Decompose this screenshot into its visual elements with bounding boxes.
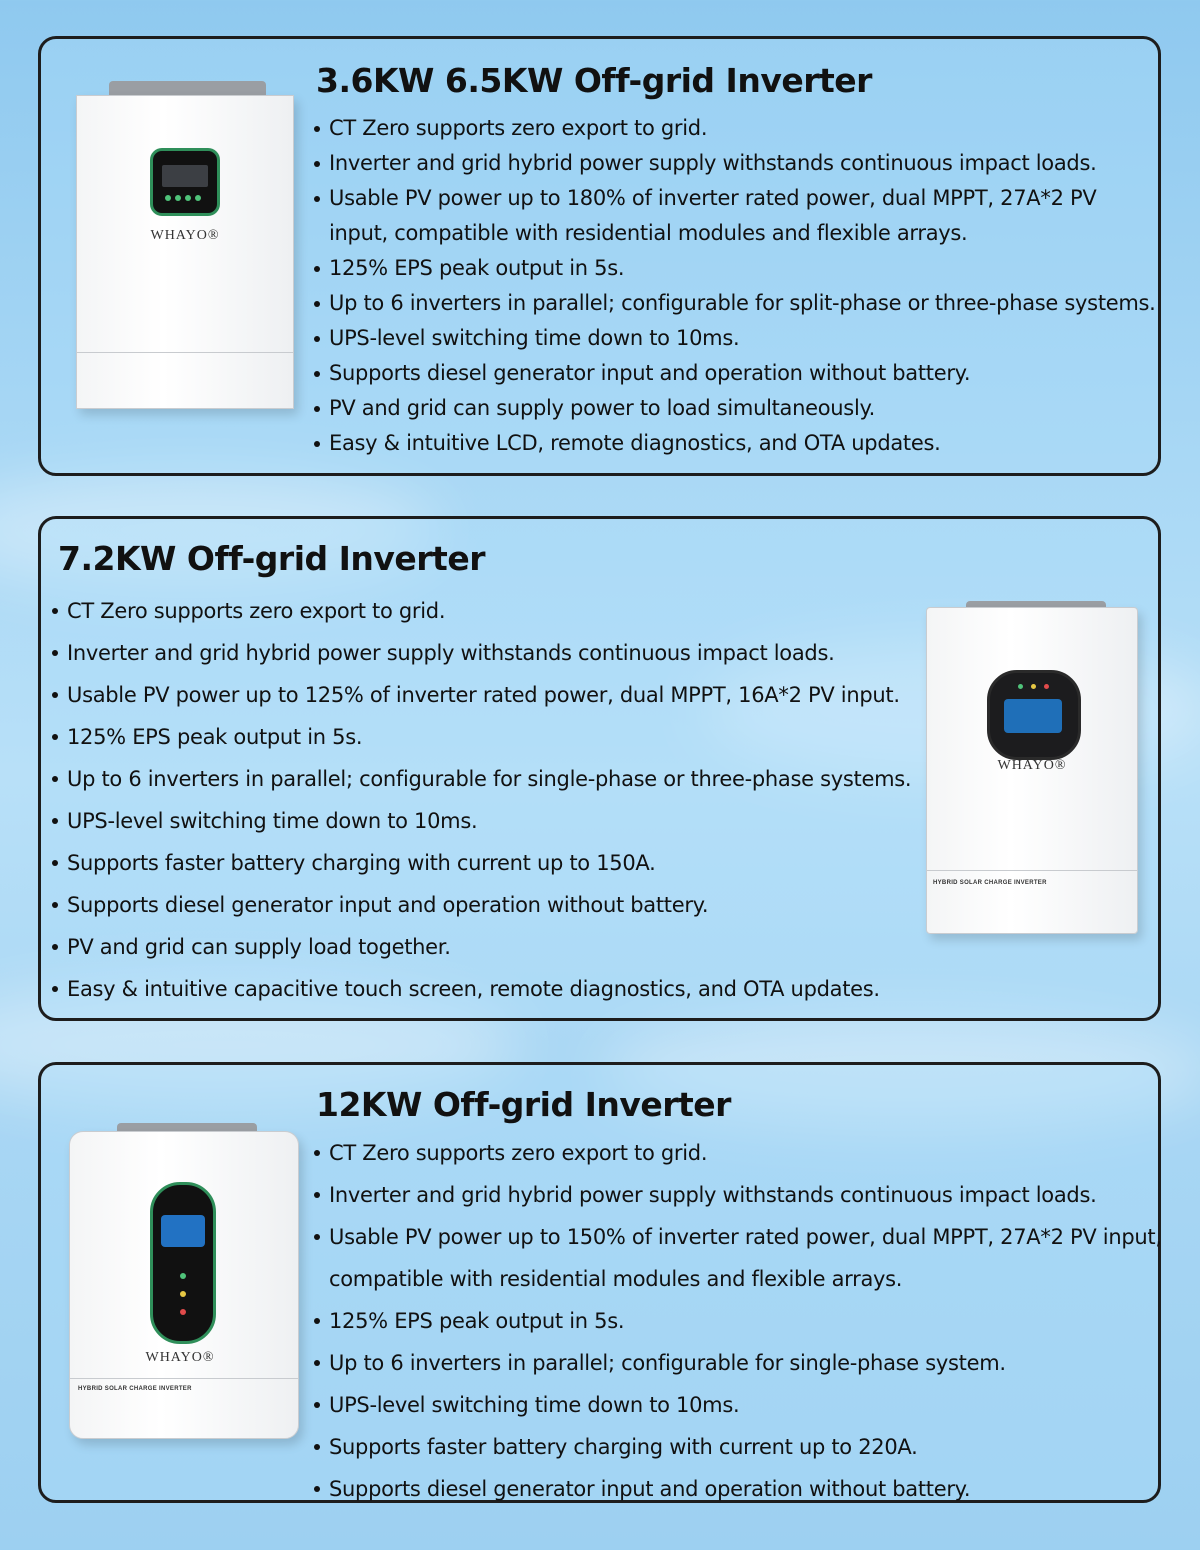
- feature-item: Supports diesel generator input and operation without battery.: [313, 356, 1156, 391]
- feature-item: CT Zero supports zero export to grid.: [313, 111, 1156, 146]
- feature-list: [313, 111, 1156, 461]
- feature-item: Supports faster battery charging with current up to 220A.: [313, 1426, 1162, 1468]
- panel-title: 12KW Off-grid Inverter: [316, 1085, 731, 1124]
- feature-item: Usable PV power up to 125% of inverter rated power, dual MPPT, 16A*2 PV input.: [51, 674, 911, 716]
- feature-item: UPS-level switching time down to 10ms.: [313, 321, 1156, 356]
- inverter-12kw-image: [67, 1123, 307, 1503]
- feature-item: CT Zero supports zero export to grid.: [51, 590, 911, 632]
- device-label: HYBRID SOLAR CHARGE INVERTER: [78, 1386, 192, 1392]
- product-panel-3-6kw: [38, 36, 1161, 476]
- feature-item-continuation: compatible with residential modules and flexible arrays.: [329, 1267, 903, 1291]
- panel-title: 3.6KW 6.5KW Off-grid Inverter: [316, 61, 872, 100]
- feature-item: PV and grid can supply power to load simultaneously.: [313, 391, 1156, 426]
- panel-title: 7.2KW Off-grid Inverter: [58, 539, 485, 578]
- feature-item: UPS-level switching time down to 10ms.: [313, 1384, 1162, 1426]
- feature-item: Up to 6 inverters in parallel; configurable for single-phase system.: [313, 1342, 1162, 1384]
- feature-item: 125% EPS peak output in 5s.: [313, 1300, 1162, 1342]
- product-panel-12kw: [38, 1062, 1161, 1503]
- feature-item: Easy & intuitive capacitive touch screen, remote diagnostics, and OTA updates.: [51, 968, 911, 1010]
- feature-item: 125% EPS peak output in 5s.: [51, 716, 911, 758]
- product-panel-7-2kw: [38, 516, 1161, 1021]
- brand-logo: WHAYO®: [145, 1350, 215, 1365]
- brand-logo: WHAYO®: [150, 228, 220, 243]
- inverter-7-2kw-image: [926, 601, 1141, 936]
- feature-item: Inverter and grid hybrid power supply withstands continuous impact loads.: [51, 632, 911, 674]
- brand-logo: WHAYO®: [997, 758, 1067, 773]
- feature-list: [51, 590, 911, 1010]
- feature-item: Usable PV power up to 150% of inverter rated power, dual MPPT, 27A*2 PV input,: [313, 1216, 1162, 1258]
- device-label: HYBRID SOLAR CHARGE INVERTER: [933, 880, 1047, 886]
- inverter-3-6kw-image: [76, 81, 301, 411]
- feature-item: CT Zero supports zero export to grid.: [313, 1132, 1162, 1174]
- feature-item: Usable PV power up to 180% of inverter rated power, dual MPPT, 27A*2 PV: [313, 181, 1156, 216]
- feature-list: [313, 1132, 1162, 1510]
- feature-item: Supports diesel generator input and operation without battery.: [51, 884, 911, 926]
- feature-item: Inverter and grid hybrid power supply withstands continuous impact loads.: [313, 1174, 1162, 1216]
- feature-item: UPS-level switching time down to 10ms.: [51, 800, 911, 842]
- feature-item: PV and grid can supply load together.: [51, 926, 911, 968]
- feature-item: Supports diesel generator input and operation without battery.: [313, 1468, 1162, 1510]
- feature-item: Easy & intuitive LCD, remote diagnostics, and OTA updates.: [313, 426, 1156, 461]
- feature-item: 125% EPS peak output in 5s.: [313, 251, 1156, 286]
- feature-item-continuation: input, compatible with residential modules and flexible arrays.: [329, 221, 968, 245]
- feature-item: Up to 6 inverters in parallel; configurable for split-phase or three-phase systems.: [313, 286, 1156, 321]
- feature-item: Supports faster battery charging with current up to 150A.: [51, 842, 911, 884]
- feature-item: Up to 6 inverters in parallel; configurable for single-phase or three-phase systems.: [51, 758, 911, 800]
- feature-item: Inverter and grid hybrid power supply withstands continuous impact loads.: [313, 146, 1156, 181]
